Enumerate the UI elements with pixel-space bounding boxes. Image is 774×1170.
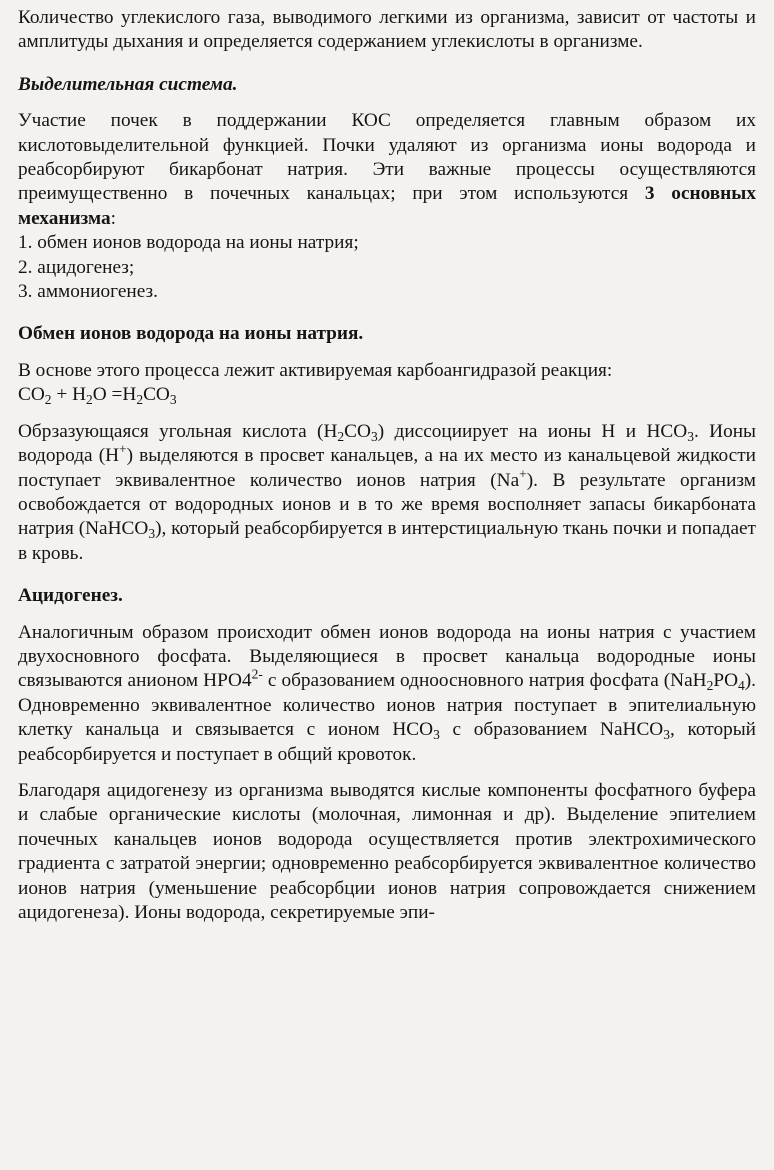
text-run: Обрзазующаяся угольная кислота (H: [18, 420, 338, 442]
formula-h2co3-mid: CO: [143, 384, 170, 406]
subscript: 3: [370, 428, 378, 444]
formula-sub: 2: [136, 392, 144, 408]
formula-sub: 2: [86, 392, 93, 408]
subscript: 3: [433, 727, 440, 743]
text-run: ). В результате организм освобождается от водородных ионов и в то же время восполняет запасы бикарбоната натрия (NaHCO: [18, 469, 756, 540]
subscript: 3: [687, 428, 694, 444]
acidogenesis-paragraph-1: [18, 621, 756, 767]
ion-exchange-heading: Обмен ионов водорода на ионы натрия.: [18, 323, 364, 345]
ion-exchange-paragraph-1: В основе этого процесса лежит активируемая карбоангидразой реакция:: [18, 359, 613, 381]
formula-h2o: H: [72, 384, 86, 406]
mechanism-item-1: 1. обмен ионов водорода на ионы натрия;: [18, 232, 359, 254]
superscript: +: [119, 441, 127, 457]
subscript: 2: [706, 678, 714, 694]
formula-h2co3: H: [122, 384, 137, 406]
formula-sub: 3: [169, 392, 177, 408]
subscript: 3: [663, 727, 670, 743]
text-run: с образованием одноосновного натрия фосфата (NaH: [262, 670, 707, 692]
excretory-system-heading: Выделительная система.: [18, 73, 238, 95]
superscript: 2-: [251, 666, 263, 682]
text-run: , который реабсорбируется и поступает в общий кровоток.: [18, 719, 756, 765]
acidogenesis-heading: Ацидогенез.: [18, 585, 123, 607]
text-run: ). Одновременно эквивалентное количество ионов натрия поступает в эпителиальную клетку канальца и связывается с ионом НСО: [18, 670, 756, 741]
mechanisms-bold-phrase: 3 основных механизма: [18, 183, 756, 229]
text-run: PO: [713, 670, 738, 692]
mechanism-item-2: 2. ацидогенез;: [18, 256, 135, 278]
formula-sub: 2: [44, 392, 52, 408]
subscript: 3: [148, 526, 156, 542]
text-run: ), который реабсорбируется в интерстициальную ткань почки и попадает в кровь.: [18, 518, 756, 564]
text-run: ) диссоциирует на ионы Н и HCO: [377, 420, 688, 442]
subscript: 2: [337, 428, 345, 444]
formula-h2o-tail: O =: [92, 384, 123, 406]
document-page: [18, 6, 756, 925]
carbonic-acid-formula: [18, 383, 756, 407]
excretory-paragraph: [18, 109, 756, 231]
superscript: +: [519, 466, 527, 482]
text-run: . Ионы водорода (Н: [18, 420, 756, 467]
mechanism-item-3: 3. аммониогенез.: [18, 281, 158, 303]
excretory-paragraph-colon: :: [110, 207, 117, 229]
intro-paragraph: Количество углекислого газа, выводимого легкими из организма, зависит от частоты и амплитуды дыхания и определяется содержанием углекислоты в организме.: [18, 7, 756, 53]
text-run: с образованием NaHCO: [439, 719, 664, 741]
subscript: 4: [738, 678, 745, 694]
ion-exchange-paragraph-2: [18, 420, 756, 566]
text-run: ) выделяются в просвет канальцев, а на их место из канальцевой жидкости поступает эквивалентное количество ионов натрия (Na: [18, 445, 756, 491]
acidogenesis-paragraph-2: Благодаря ацидогенезу из организма выводятся кислые компоненты фосфатного буфера и слабые органические кислоты (молочная, лимонная и др). Выделение эпителием почечных канальцев ионов водорода осуществляется против электрохимического градиента с затратой энергии; одновременно реабсорбируется эквивалентное количество ионов натрия (уменьшение реабсорбции ионов натрия сопровождается снижением ацидогенеза). Ионы водорода, секретируемые эпи-: [18, 779, 756, 923]
excretory-paragraph-text: Участие почек в поддержании КОС определяется главным образом их кислотовыделительной функцией. Почки удаляют из организма ионы водорода и реабсорбируют бикарбонат натрия. Эти важные процессы осуществляются преимущественно в почечных канальцах; при этом используются: [18, 110, 756, 205]
text-run: CO: [344, 420, 371, 442]
formula-co2: CO: [18, 384, 45, 406]
formula-plus: +: [51, 384, 73, 406]
text-run: Аналогичным образом происходит обмен ионов водорода на ионы натрия с участием двухосновного фосфата. Выделяющиеся в просвет канальца водородные ионы связываются анионом НРО4: [18, 621, 756, 692]
